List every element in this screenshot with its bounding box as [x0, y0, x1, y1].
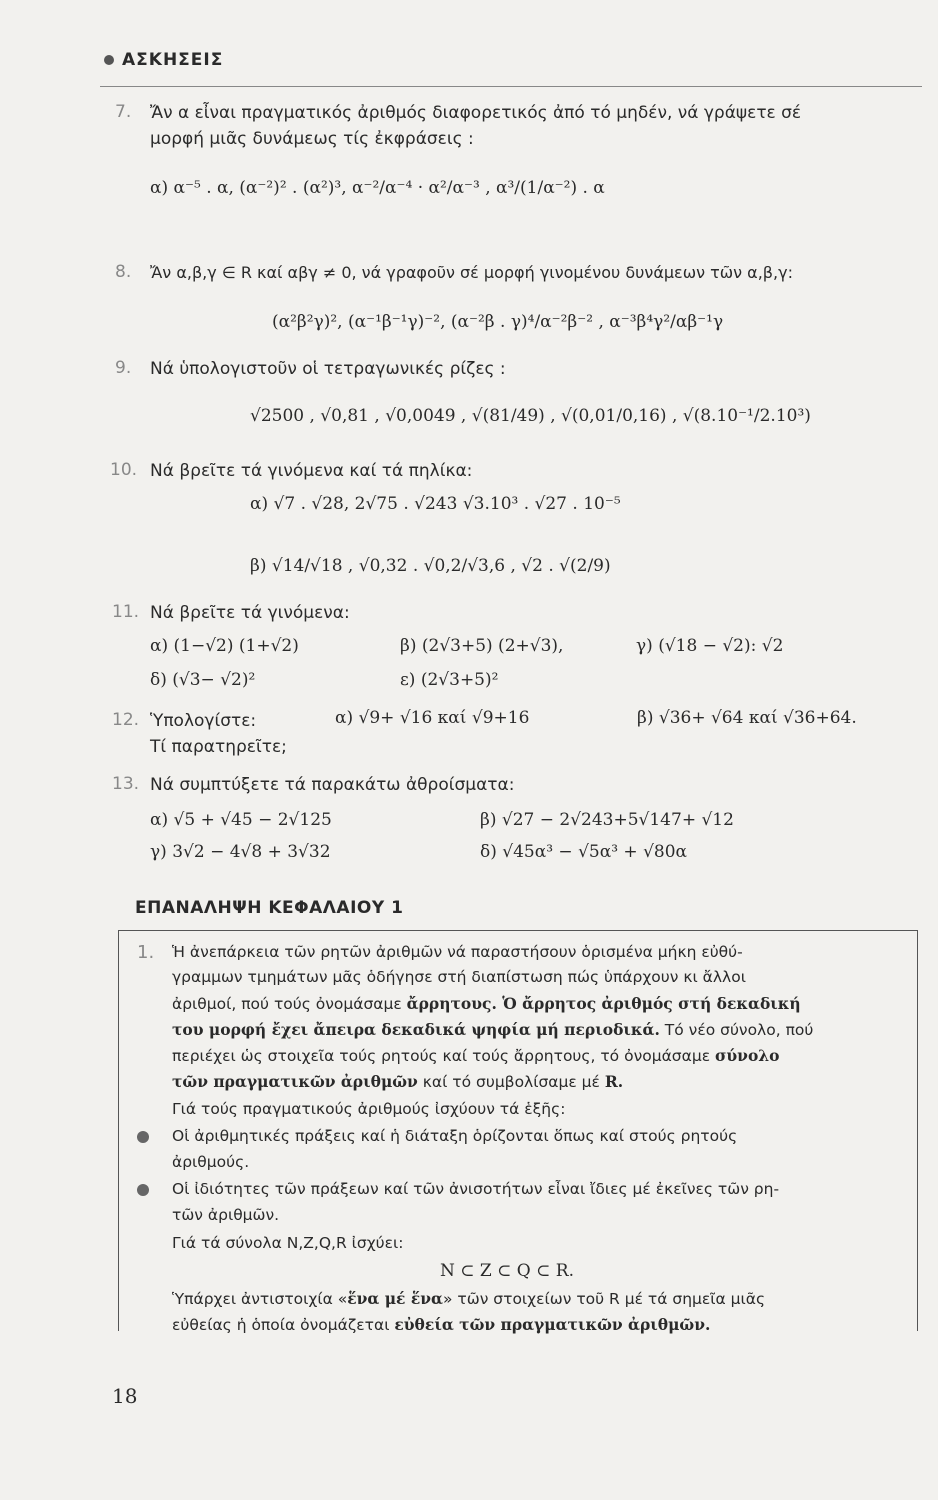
exercise-8-text: Ἄν α,β,γ ∈ R καί αβγ ≠ 0, νά γραφοῦν σέ μορφή γινομένου δυνάμεων τῶν α,β,γ:: [150, 263, 793, 282]
exercise-11-math-d: δ) (√3− √2)²: [150, 670, 256, 690]
exercise-12-text-2: Τί παρατηρεῖτε;: [150, 737, 287, 757]
exercise-10-math-b: β) √14/√18 , √0,32 . √0,2/√3,6 , √2 . √(2/9): [250, 556, 611, 576]
review-line-6: τῶν πραγματικῶν ἀριθμῶν καί τό συμβολίσαμε μέ R.: [172, 1072, 624, 1091]
exercise-7-number: 7.: [115, 102, 132, 122]
exercise-10-math-a: α) √7 . √28, 2√75 . √243 √3.10³ . √27 . 10⁻⁵: [250, 494, 621, 514]
header-rule: [100, 86, 922, 87]
exercise-11-number: 11.: [112, 602, 140, 622]
exercise-10-number: 10.: [110, 460, 138, 480]
review-line-10: Ὑπάρχει ἀντιστοιχία «ἕνα μέ ἕνα» τῶν στοιχείων τοῦ R μέ τά σημεῖα μιᾶς: [172, 1289, 766, 1308]
review-item-number: 1.: [137, 942, 155, 963]
exercise-8-number: 8.: [115, 262, 132, 282]
exercise-12-text-1: Ὑπολογίστε:: [150, 711, 257, 731]
exercise-7-text-1: Ἄν α εἶναι πραγματικός ἀριθμός διαφορετικός ἀπό τό μηδέν, νά γράψετε σέ: [150, 103, 802, 123]
exercise-13-number: 13.: [112, 774, 140, 794]
bullet-icon: [137, 1131, 149, 1143]
exercise-11-math-c: γ) (√18 − √2): √2: [636, 636, 784, 656]
review-line-2: γραμμων τμημάτων μᾶς ὁδήγησε στή διαπίστωση πώς ὑπάρχουν κι ἄλλοι: [172, 968, 746, 986]
section-header: [104, 50, 223, 70]
exercise-12-math-a: α) √9+ √16 καί √9+16: [335, 708, 530, 728]
review-bullet-1-line-2: ἀριθμούς.: [172, 1153, 250, 1171]
bullet-icon: [104, 55, 114, 65]
exercise-13-math-b: β) √27 − 2√243+5√147+ √12: [480, 810, 734, 830]
header-title: ΑΣΚΗΣΕΙΣ: [122, 50, 224, 70]
review-bullet-1-line-1: Οἱ ἀριθμητικές πράξεις καί ἡ διάταξη ὁρίζονται ὅπως καί στούς ρητούς: [172, 1127, 738, 1145]
exercise-13-math-d: δ) √45α³ − √5α³ + √80α: [480, 842, 688, 862]
review-line-8: Γιά τά σύνολα N,Z,Q,R ἰσχύει:: [172, 1234, 404, 1252]
exercise-9-number: 9.: [115, 358, 132, 378]
exercise-7-text-2: μορφή μιᾶς δυνάμεως τίς ἐκφράσεις :: [150, 129, 474, 149]
exercise-9-math: √2500 , √0,81 , √0,0049 , √(81/49) , √(0,01/0,16) , √(8.10⁻¹/2.10³): [250, 406, 811, 426]
review-line-7: Γιά τούς πραγματικούς ἀριθμούς ἰσχύουν τά ἑξῆς:: [172, 1100, 566, 1118]
exercise-13-math-c: γ) 3√2 − 4√8 + 3√32: [150, 842, 331, 862]
set-inclusion: N ⊂ Z ⊂ Q ⊂ R.: [440, 1261, 574, 1281]
review-section-title: ΕΠΑΝΑΛΗΨΗ ΚΕΦΑΛΑΙΟΥ 1: [135, 898, 404, 918]
exercise-7-math: α) α⁻⁵ . α, (α⁻²)² . (α²)³, α⁻²/α⁻⁴ · α²/α⁻³ , α³/(1/α⁻²) . α: [150, 178, 605, 198]
review-bullet-2-line-2: τῶν ἀριθμῶν.: [172, 1206, 280, 1224]
exercise-12-number: 12.: [112, 710, 140, 730]
review-line-5: περιέχει ὡς στοιχεῖα τούς ρητούς καί τούς ἄρρητους, τό ὀνομάσαμε σύνολο: [172, 1046, 780, 1065]
exercise-11-math-e: ε) (2√3+5)²: [400, 670, 499, 690]
exercise-11-text: Νά βρεῖτε τά γινόμενα:: [150, 603, 350, 623]
exercise-11-math-a: α) (1−√2) (1+√2): [150, 636, 299, 656]
exercise-8-math: (α²β²γ)², (α⁻¹β⁻¹γ)⁻², (α⁻²β . γ)⁴/α⁻²β⁻² , α⁻³β⁴γ²/αβ⁻¹γ: [272, 312, 724, 332]
exercise-9-text: Νά ὑπολογιστοῦν οἱ τετραγωνικές ρίζες :: [150, 359, 506, 379]
exercise-13-math-a: α) √5 + √45 − 2√125: [150, 810, 332, 830]
exercise-10-text: Νά βρεῖτε τά γινόμενα καί τά πηλίκα:: [150, 461, 473, 481]
review-line-4: του μορφή ἔχει ἄπειρα δεκαδικά ψηφία μή περιοδικά. Τό νέο σύνολο, πού: [172, 1020, 814, 1039]
page-number: 18: [112, 1384, 138, 1408]
review-line-3: ἀριθμοί, πού τούς ὀνομάσαμε ἄρρητους. Ὁ ἄρρητος ἀριθμός στή δεκαδική: [172, 994, 801, 1013]
review-line-11: εὐθείας ἡ ὁποία ὀνομάζεται εὐθεία τῶν πραγματικῶν ἀριθμῶν.: [172, 1315, 711, 1334]
review-bullet-2-line-1: Οἱ ἰδιότητες τῶν πράξεων καί τῶν ἀνισοτήτων εἶναι ἴδιες μέ ἐκεῖνες τῶν ρη-: [172, 1180, 780, 1198]
review-line-1: Ἡ ἀνεπάρκεια τῶν ρητῶν ἀριθμῶν νά παραστήσουν ὁρισμένα μήκη εὐθύ-: [172, 943, 743, 961]
exercise-11-math-b: β) (2√3+5) (2+√3),: [400, 636, 564, 656]
bullet-icon: [137, 1184, 149, 1196]
exercise-13-text: Νά συμπτύξετε τά παρακάτω ἀθροίσματα:: [150, 775, 515, 795]
exercise-12-math-b: β) √36+ √64 καί √36+64.: [637, 708, 857, 728]
